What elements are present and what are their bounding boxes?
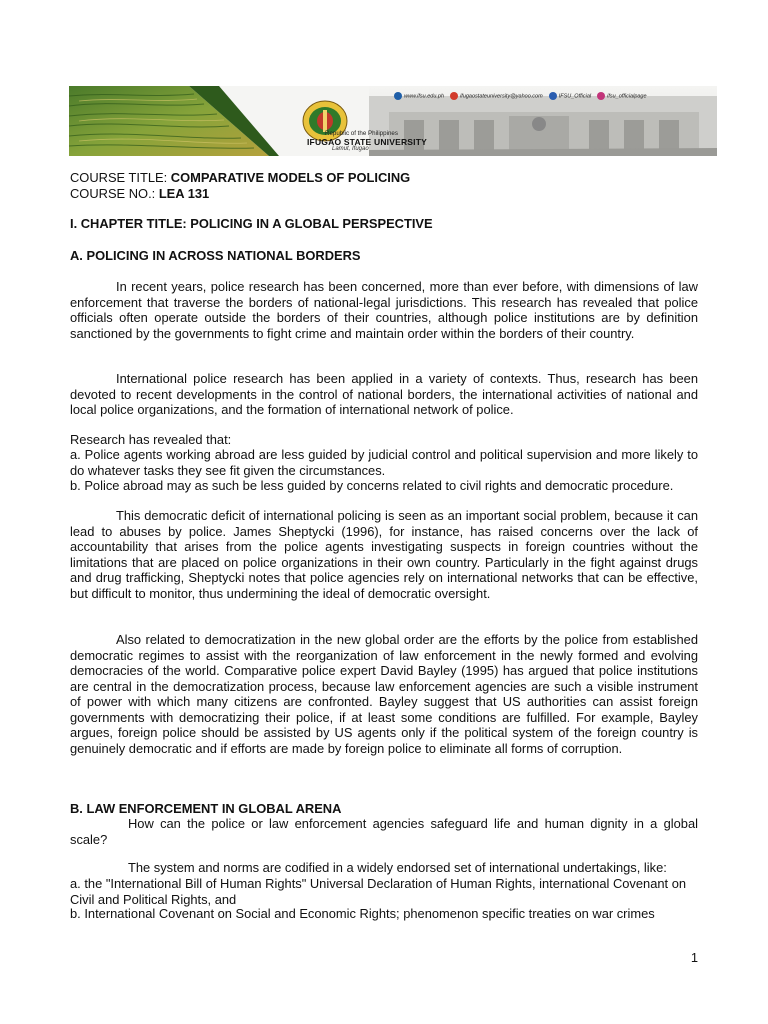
section-b-paragraph-2: The system and norms are codified in a widely endorsed set of international undertakings, like:: [128, 860, 667, 875]
university-location: Lamut, Ifugao: [332, 146, 369, 152]
contact-facebook[interactable]: IFSU_Official: [549, 92, 591, 100]
section-a-paragraph-1: In recent years, police research has been concerned, more than ever before, with dimensions of law enforcement that traverse the borders of national-legal jurisdictions. This research has revealed that police officials often operate outside the borders of their countries, although police institutions are by definition sanctioned by the governments to fight crime and maintain order within the borders of their country.: [70, 279, 698, 341]
section-a-paragraph-2: International police research has been applied in a variety of contexts. Thus, research has been devoted to recent developments in the control of national borders, the international activities of national and local police organizations, and the formation of international network of police.: [70, 371, 698, 417]
republic-label: Republic of the Philippines: [325, 130, 398, 137]
course-title-line: [70, 170, 698, 186]
course-no-label: COURSE NO.:: [70, 186, 159, 201]
header-banner: [69, 86, 717, 156]
page-number: 1: [690, 950, 698, 965]
section-a-heading: A. POLICING IN ACROSS NATIONAL BORDERS: [70, 248, 361, 263]
instagram-icon: [597, 92, 605, 100]
university-name: IFUGAO STATE UNIVERSITY: [307, 137, 427, 147]
section-a-paragraph-4: Also related to democratization in the new global order are the efforts by the police from established democratic regimes to assist with the reorganization of law enforcement in the newly formed and evolving democracies of the world. Comparative police expert David Bayley (1995) has argued that police institutions are central in the democratization process, because law enforcement agencies are such a visible instrument of power with which many citizens are confronted. Bayley suggest that US authorities can assist foreign governments with democratizing their police, if at least some conditions are fulfilled. For example, Bayley argues, foreign police should be assisted by US agents only if the political system of the foreign country is genuinely democratic and if efforts are made by foreign police to eliminate all forms of corruption.: [70, 632, 698, 756]
section-a-paragraph-3: This democratic deficit of international policing is seen as an important social problem, because it can lead to abuses by police. James Sheptycki (1996), for instance, has raised concerns over the lack of accountability that arises from the police agents investigating suspects in foreign countries without the limitations that are placed on police organizations in their own country. Particularly in the fight against drugs and drug trafficking, Sheptycki notes that police agencies rely on international networks that can be effective, but difficult to monitor, thus undermining the ideal of democratic oversight.: [70, 508, 698, 601]
contact-strip: [394, 89, 717, 103]
contact-website[interactable]: www.ifsu.edu.ph: [394, 92, 444, 100]
contact-email[interactable]: ifugaostateuniversity@yahoo.com: [450, 92, 543, 100]
facebook-icon: [549, 92, 557, 100]
research-item-b: b. Police abroad may as such be less guided by concerns related to civil rights and democratic procedure.: [70, 478, 674, 493]
section-b-paragraph-1: How can the police or law enforcement agencies safeguard life and human dignity in a global scale?: [70, 816, 698, 847]
section-b-item-a: a. the "International Bill of Human Rights" Universal Declaration of Human Rights, international Covenant on Civil and Political Rights, and: [70, 876, 687, 907]
section-b-heading: B. LAW ENFORCEMENT IN GLOBAL ARENA: [70, 801, 342, 816]
course-no-line: [70, 186, 698, 202]
globe-icon: [394, 92, 402, 100]
research-intro: Research has revealed that:: [70, 432, 232, 447]
research-item-a: a. Police agents working abroad are less guided by judicial control and political supervision and more likely to do whatever tasks they see fit given the circumstances.: [70, 447, 698, 478]
mail-icon: [450, 92, 458, 100]
course-title-label: COURSE TITLE:: [70, 170, 171, 185]
contact-instagram[interactable]: ifsu_officialpage: [597, 92, 646, 100]
course-no-value: LEA 131: [158, 186, 210, 201]
course-title-value: COMPARATIVE MODELS OF POLICING: [170, 170, 411, 185]
section-b-item-b: b. International Covenant on Social and Economic Rights; phenomenon specific treaties on war crimes: [70, 906, 655, 921]
chapter-title: I. CHAPTER TITLE: POLICING IN A GLOBAL PERSPECTIVE: [70, 216, 433, 231]
